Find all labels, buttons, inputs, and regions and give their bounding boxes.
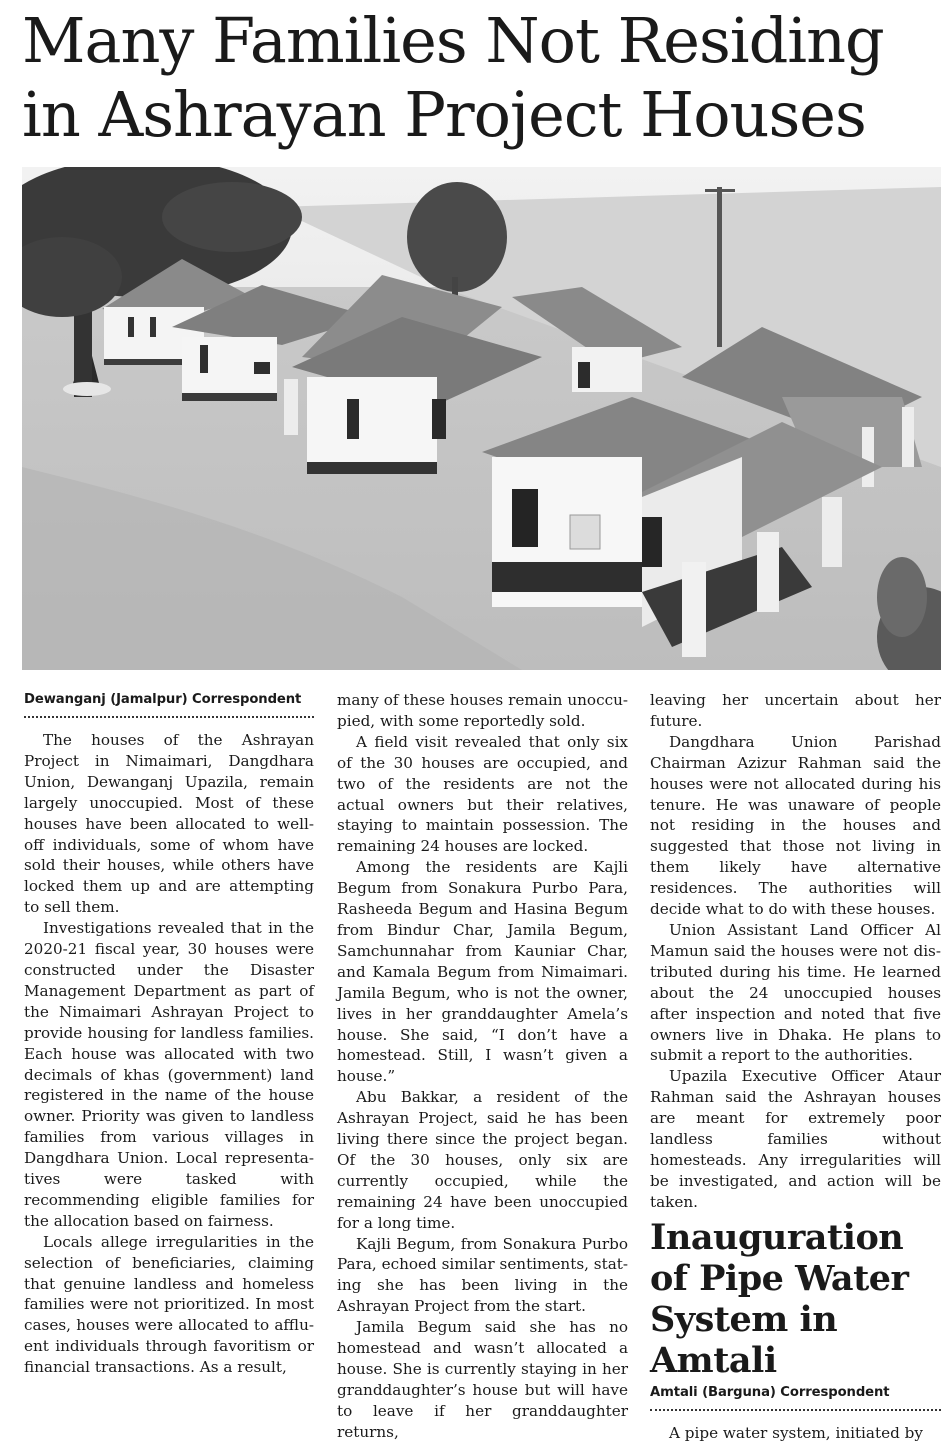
dotted-divider	[650, 1403, 941, 1411]
headline: Many Families Not Residing in Ashrayan Project Houses	[22, 4, 884, 151]
article-column-2	[337, 690, 628, 1443]
paragraph: The houses of the Ashrayan Project in Nimaimari, Dangdhara Union, Dewanganj Upazila, remain largely unoccupied. Most of these houses have been allocated to well-off individuals, some of whom have sold their houses, while others have locked them up and are attempting to sell them.	[24, 731, 314, 917]
second-story-lead: A pipe water system, initiated by	[669, 1423, 923, 1442]
paragraph-continued: many of these houses remain unoccupied, with some reportedly sold.	[337, 691, 628, 730]
byline: Dewanganj (Jamalpur) Correspondent	[24, 692, 302, 707]
second-story-headline: Inauguration of Pipe Water System in Amtali	[650, 1216, 909, 1381]
paragraph: Abu Bakkar, a resident of the Ashrayan Project, said he has been living there since the project began. Of the 30 houses, only six are currently occupied, while the remaining 24 have been unoccupied for a long time.	[337, 1088, 628, 1232]
news-photo	[22, 167, 941, 670]
paragraph: Jamila Begum said she has no homestead and wasn’t allocated a house. She is currently staying in her granddaughter’s house but will have to leave if her granddaughter returns,	[337, 1318, 628, 1441]
paragraph: Among the residents are Kajli Begum from Sonakura Purbo Para, Rasheeda Begum and Hasina Begum from Bindur Char, Jamila Begum, Samchunnahar from Kauniar Char, and Kamala Begum from Nimaimari. Jamila Begum, who is not the owner, lives in her granddaughter Amela’s house. She said, “I don’t have a homestead. Still, I wasn’t given a house.”	[337, 858, 628, 1086]
article-column-3	[650, 690, 941, 1444]
paragraph: Kajli Begum, from Sonakura Purbo Para, echoed similar sentiments, stating she has been living in the Ashrayan Project from the start.	[337, 1234, 628, 1316]
dotted-divider	[24, 710, 314, 718]
second-story-byline: Amtali (Barguna) Correspondent	[650, 1384, 890, 1400]
paragraph: Upazila Executive Officer Ataur Rahman said the Ashrayan houses are meant for extremely poor landless families without homesteads. Any irregularities will be investigated, and action will be taken.	[650, 1067, 941, 1211]
article-column-1	[24, 690, 314, 1378]
paragraph-continued: leaving her uncertain about her future.	[650, 691, 941, 730]
paragraph: Locals allege irregularities in the selection of beneficiaries, claiming that genuine landless and homeless families were not prioritized. In most cases, houses were allocated to affluent individuals through favoritism or financial transactions. As a result,	[24, 1232, 314, 1377]
paragraph: Investigations revealed that in the 2020-21 fiscal year, 30 houses were constructed under the Disaster Management Department as part of the Nimaimari Ashrayan Project to provide housing for landless families. Each house was allocated with two decimals of khas (government) land registered in the name of the house owner. Priority was given to landless families from various villages in Dangdhara Union. Local representatives were tasked with recommending eligible families for the allocation based on fairness.	[24, 919, 314, 1230]
paragraph: A field visit revealed that only six of the 30 houses are occupied, and two of the residents are not the actual owners but their relatives, staying to maintain possession. The remaining 24 houses are locked.	[337, 732, 628, 856]
paragraph: Dangdhara Union Parishad Chairman Azizur Rahman said the houses were not allocated during his tenure. He was unaware of people not residing in the houses and suggested that those not living in them likely have alternative residences. The authorities will decide what to do with these houses.	[650, 732, 941, 919]
paragraph: Union Assistant Land Officer Al Mamun said the houses were not distributed during his time. He learned about the 24 unoccupied houses after inspection and noted that five owners live in Dhaka. He plans to submit a report to the authorities.	[650, 920, 941, 1065]
